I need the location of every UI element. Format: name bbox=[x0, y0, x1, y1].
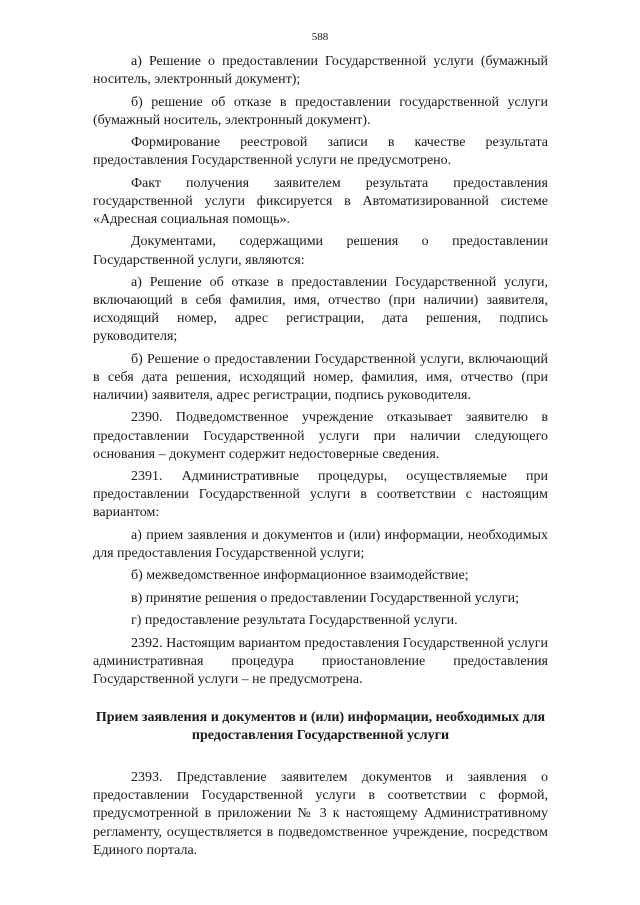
paragraph-2: б) решение об отказе в предоставлении государственной услуги (бумажный носитель, электронный документ). bbox=[93, 94, 548, 128]
paragraph-2393: 2393. Представление заявителем документов и заявления о предоставлении Государственной услуги в соответствии с формой, предусмотренной в приложении № 3 к настоящему Административному регламенту, осуществляется в подведомственное учреждение, посредством Единого портала. bbox=[93, 770, 548, 858]
paragraph-1: а) Решение о предоставлении Государственной услуги (бумажный носитель, электронный документ); bbox=[93, 54, 548, 88]
section-title: Прием заявления и документов и (или) информации, необходимых для предоставления Государственной услуги bbox=[95, 710, 546, 744]
document-body bbox=[93, 53, 548, 864]
paragraph-5: Документами, содержащими решения о предоставлении Государственной услуги, являются: bbox=[93, 234, 548, 268]
paragraph-2391: 2391. Административные процедуры, осуществляемые при предоставлении Государственной услуги в соответствии с настоящим вариантом: bbox=[93, 469, 548, 521]
list-item-a: а) прием заявления и документов и (или) информации, необходимых для предоставления Государственной услуги; bbox=[93, 527, 548, 561]
paragraph-4: Факт получения заявителем результата предоставления государственной услуги фиксируется в Автоматизированной системе «Адресная социальная помощь». bbox=[93, 175, 548, 227]
paragraph-2390: 2390. Подведомственное учреждение отказывает заявителю в предоставлении Государственной услуги при наличии следующего основания – документ содержит недостоверные сведения. bbox=[93, 410, 548, 462]
paragraph-3: Формирование реестровой записи в качестве результата предоставления Государственной услуги не предусмотрено. bbox=[93, 135, 548, 169]
paragraph-7: б) Решение о предоставлении Государственной услуги, включающий в себя дата решения, исходящий номер, фамилия, имя, отчество (при наличии) заявителя, адрес регистрации, подпись руководителя. bbox=[93, 351, 548, 403]
list-item-v: в) принятие решения о предоставлении Государственной услуги; bbox=[131, 590, 520, 606]
paragraph-6: а) Решение об отказе в предоставлении Государственной услуги, включающий в себя фамилия, имя, отчество (при наличии) заявителя, исходящий номер, адрес регистрации, дата решения, подпись руководителя; bbox=[93, 274, 548, 345]
list-item-b: б) межведомственное информационное взаимодействие; bbox=[131, 568, 469, 584]
page-number: 588 bbox=[311, 31, 329, 43]
list-item-g: г) предоставление результата Государственной услуги. bbox=[131, 613, 458, 629]
paragraph-2392: 2392. Настоящим вариантом предоставления Государственной услуги административная процедура приостановление предоставления Государственной услуги – не предусмотрена. bbox=[93, 635, 548, 687]
